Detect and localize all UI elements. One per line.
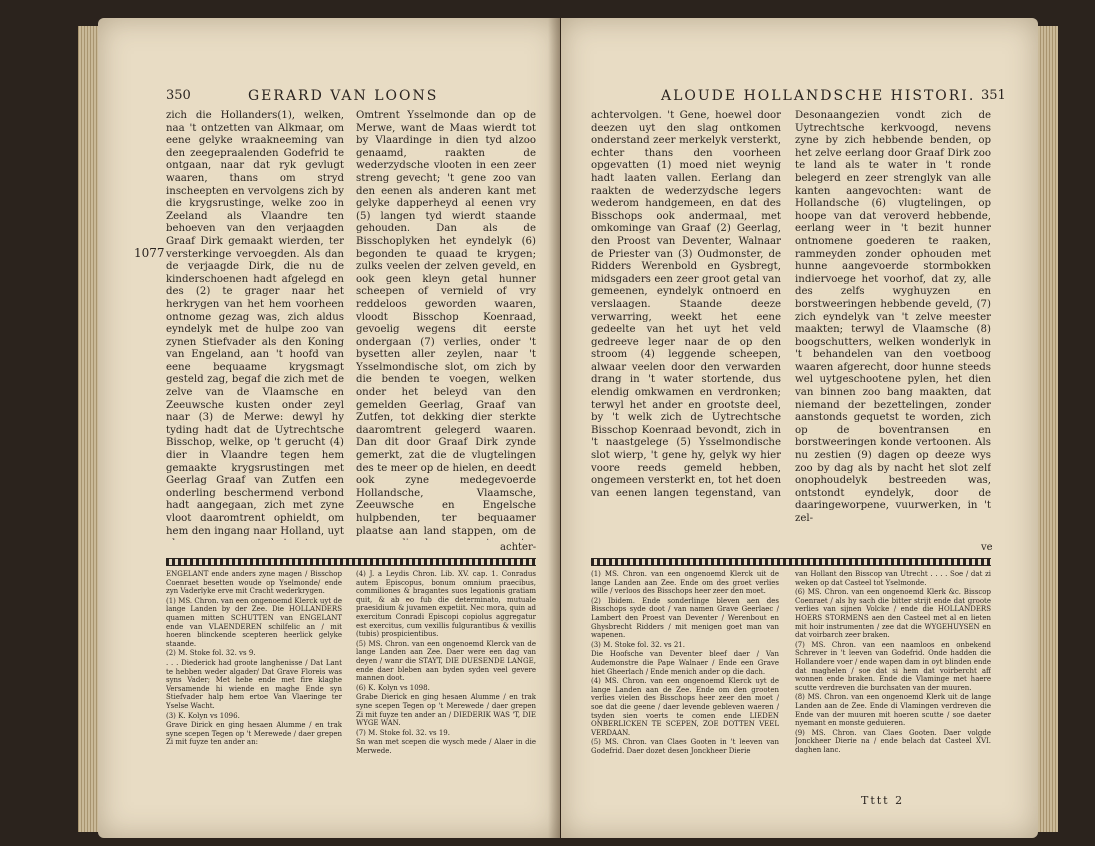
footnote: (8) MS. Chron. van een ongenoemd Klerk uit de lange Landen aan de Zee. Ende di Vlamingen verdreven die Ende van der muuren mit hoeren scutte / soe daeter nyemant en monste geduieren. — [795, 693, 991, 728]
left-footnotes-1 — [166, 570, 342, 820]
footnote: van Hollant den Bisscop van Utrecht . . . . Soe / dat zi weken op dat Casteel tot Yselmonde. — [795, 570, 991, 587]
footnote: (3) K. Kolyn vs 1096. — [166, 711, 240, 720]
left-catchword: achter- — [500, 542, 537, 553]
right-footnotes-1 — [591, 570, 779, 820]
footnote: (1) MS. Chron. van een ongenoemd Klerck uyt de lange Landen by der Zee. Die HOLLANDERS quamen mitten SCHUTTEN van ENGELANT ende van VLAENDEREN schilfelic an / mit hoeren blinckende scepteren heerlick gelyke staande. — [166, 596, 342, 648]
right-column-1 — [591, 110, 781, 500]
left-footnotes-2 — [356, 570, 536, 820]
left-column-2-text: Omtrent Ysselmonde dan op de Merwe, want de Maas wierdt tot by Vlaardinge in dien tyd alzoo genaamd, raakten de wederzydsche vlooten in een zeer streng gevecht; 't gene zoo van den eenen als anderen kant met gelyke dapperheyd al eenen vry (5) langen tyd wierdt staande gehouden. Dan als de Bisschoplyken het eyndelyk (6) begonden te quaad te krygen; zulks veelen der zelven geveld, en ook geen kleyn getal hunner scheepen of vernield of vry reddeloos geworden waaren, vloodt Bisschop Koenraad, gevoelig wegens dit eerste ondergaan (7) verlies, onder 't bysetten aller zeylen, naar 't Ysselmondische slot, om zich by die benden te voegen, welken onder het beleyd van den gemelden Geerlag, Graaf van Zutfen, tot dekking dier sterkte daaromtrent gelegerd waaren. Dan dit door Graaf Dirk zynde gemerkt, zat die de vlugtelingen des te meer op de hielen, en deedt ook zyne medegevoerde Hollandsche, Vlaamsche, Zeeuwsche en Engelsche hulpbenden, ter bequaamer plaatse aan land stappen, om de — [356, 110, 536, 537]
left-column-1-text: zich die Hollanders(1), welken, naa 't ontzetten van Alkmaar, om eene gelyke wraakneeming van den zeegepraalenden Godefrid te ontgaan, naar dat ryk gevlugt waaren, thans om stryd inscheepten en vervolgens zich by die krygsrustinge, welke zoo in Zeeland als Vlaandre ten behoeven van den verjaagden Graaf Dirk gemaakt wierden, ter versterkinge vervoegden. Als dan de verjaagde Dirk, die nu de kinderschoenen hadt afgelegd en des (2) te grager naar het herkrygen van het hem voorheen ontnome gezag was, zich aldus eyndelyk met de hulpe zoo van zynen Stiefvader als den Koning van Engeland, aan 't hoofd van eene bequaame krygsmagt gesteld zag, begaf die zich met de zelve van de Vlaamsche en Zeeuwsche kusten onder zeyl naar (3) de Merwe: dewyl hy tyding hadt dat de Uytrechtsche Bisschop, welke, op 't gerucht (4) dier in Vlaandre tegen hem gemaakte krygsrustingen met Geerlag Graaf van Zutfen een onderling beschermend verbond hadt aangegaan, zich met zyne vloot daaromtrent ophieldt, om hem den ingang naar Holland, uyt — [166, 110, 344, 537]
right-page — [561, 18, 1038, 838]
left-column-1 — [166, 110, 344, 540]
footnote: Sn wan met scepen die wysch mede / Alaer in die Merwede. — [356, 738, 536, 755]
right-page-edges — [1038, 26, 1058, 832]
right-ornament-rule — [591, 558, 991, 566]
right-column-2 — [795, 110, 991, 540]
footnote: Grave Dirick en ging hesaen Alumme / en trak syne scepen Tegen op 't Merewede / daer grepen Zi mit fuyze ten ander an: — [166, 721, 342, 747]
footnote: (2) M. Stoke fol. 32. vs 9. — [166, 649, 256, 658]
footnote: (5) MS. Chron. van een ongenoemd Klerck van de lange Landen aan Zee. Daer were een dag van deyen / wanr die STAYT, DIE DUESENDE LANGE, ende daer bleben aan byden syden veel gevere mannen doot. — [356, 639, 536, 683]
footnote: (9) MS. Chron. van Claes Gooten. Daer volgde Jonckheer Dierie na / ende belach dat Casteel XVI. daghen lanc. — [795, 728, 991, 754]
margin-year: 1077 — [134, 246, 165, 260]
footnote: (6) MS. Chron. van een ongenoemd Klerk &c. Bisscop Coenraet / als hy sach die bitter strijt ende dat groote verlies van sijnen Volcke / ende die HOLLANDERS HOERS STORMENS aen den Casteel met al en lieten mit hoir instrumenten / zee dat die WYGEHUYSEN en dat voirbarch zeer braken. — [795, 588, 991, 640]
open-book — [58, 18, 1058, 838]
footnote: ENGELANT ende anders zyne magen / Bisschop Coenraet besetten woude op Yselmonde/ ende zyn Vaderlyke erve mit Cracht wederkrygen. — [166, 570, 342, 596]
right-footnotes-2 — [795, 570, 991, 790]
footnote: (1) MS. Chron. van een ongenoemd Klerck uit de lange Landen aan Zee. Ende om des groet verlies wille / verloos des Bisschops heer zeer den moet. — [591, 570, 779, 596]
footnote: (4) MS. Chron. van een ongenoemd Klerck uyt de lange Landen aan de Zee. Ende om den grooten verlies vielen des Bisschops heer zeer den moet / soe dat die geene / daer levende gebleven waeren / tsyden sien voerts te comen ende LIEDEN ONBERLICKEN TE SCEPEN, ZOE DOTTEN VEEL VERDAAN. — [591, 677, 779, 737]
footnote: Die Hoofsche van Deventer bleef daer / Van Audemonstre die Pape Walnaer / Ende een Grave hiet Gheerlach / Ende menich ander op die dach. — [591, 650, 779, 676]
footnote: (3) M. Stoke fol. 32. vs 21. — [591, 640, 685, 649]
footnote: (2) Ibidem. Ende sonderlinge bleven aen des Bisschops syde doot / van namen Grave Geerlaec / Lambert den Proest van Deventer / Werenbout en Ghysbrecht Ridders / mit menigen goet man van wapenen. — [591, 596, 779, 640]
footnote: (7) MS. Chron. van een naamloos en onbekend Schrever in 't leeven van Godefrid. Onde hadden die Hollandere voer / ende wapen dam in oyt blinden ende dat maghelen / soe dat si hem dat voirbercht aff wonnen ende braken. Ende die Vlaminge met haere scutte verdreven die burchsaten van der muuren. — [795, 640, 991, 692]
footnote: (6) K. Kolyn vs 1098. — [356, 683, 430, 692]
left-ornament-rule — [166, 558, 536, 566]
right-column-1-text: achtervolgen. 't Gene, hoewel door deezen uyt den slag ontkomen onderstand zeer merkelyk versterkt, echter thans den voorheen opgevatten (1) moed niet weynig hadt laaten vallen. Eerlang dan raakten de wederzydsche legers wederom handgemeen, en dat des Bisschops ook andermaal, met omkominge van Graaf (2) Geerlag, den Proost van Deventer, Walnaar de Priester van (3) Oudmonster, de Ridders Werenbold en Gysbregt, midsgaders een zeer groot getal van gemeenen, eyndelyk ontnoerd en verslaagen. Staande deeze verwarring, weekt het eene gedeelte van het uyt het veld gedreeve leger naar de op den stroom (4) leggende scheepen, alwaar veelen door den verwarden drang in 't water stortende, dus elendig omkwamen en verdronken; terwyl het ander en grootste deel, by 't welk zich de Uytrechtsche Bisschop Koenraad bevondt, zich in 't naastgelege (5) Ysselmondische slot wierp, 't gene hy, gelyk wy hier voore reeds gemeld hebben, ongemeen versterkt en, tot het doen van eenen langen tegenstand, van — [591, 110, 781, 499]
footnote: (4) J. a Leydis Chron. Lib. XV. cap. 1. Conradus autem Episcopus, bonum omnium praecibus, commiliones & bragantes suos legationis gratiam quit, & ab eo fub die determinato, mutuale praesidium & juvamen expetiit. Nec mora, quin ad exercitum Conradi Episcopi copiolus aggregatur est exercitus, cum vexillis fulgurantibus & vexillis (tubis) prospicientibus. — [356, 570, 536, 639]
right-column-2-text: Desonaangezien vondt zich de Uytrechtsche kerkvoogd, nevens zyne by zich hebbende benden, op het zelve eerlang door Graaf Dirk zoo te land als te water in 't ronde belegerd en zeer strenglyk van alle kanten aangevochten: want de Hollandsche (6) vlugtelingen, op hoope van dat veroverd hebbende, eerlang weer in 't bezit hunner ontnomene goederen te raaken, rammeyden zonder ophouden met hunne aangevoerde stormbokken indiervoege het voorhof, dat zy, alle des zelfs wyghuyzen en borstweeringen hebbende geveld, (7) zich eyndelyk van 't zelve meester maakten; terwyl de Vlaamsche (8) boogschutters, welken wonderlyk in 't behandelen van den voetboog waaren afgerecht, door hunne steeds wel uytgeschootene pylen, het dien van binnen zoo bang maakten, dat niemand der bezettelingen, zonder aanstonds gequetst te worden, zich op de boventransen en borstweeringen konde vertoonen. Als nu zestien (9) dagen op deeze wys zoo by dag als by nacht het slot zelf onophoudelyk bestreeden was, ontstondt eyndelyk, door de daaringeworpene, vuurwerken, in 't zel- — [795, 110, 991, 524]
right-page-number: 351 — [981, 88, 1006, 103]
footnote: (5) MS. Chron. van Claes Gooten in 't leeven van Godefrid. Daer dozet desen Jonckheer Dierie — [591, 738, 779, 755]
right-catchword: ve — [981, 542, 993, 553]
signature-mark: Tttt 2 — [861, 794, 905, 807]
footnote: (7) M. Stoke fol. 32. vs 19. — [356, 728, 450, 737]
footnote: . . . Diederick had groote langhenisse / Dat Lant te hebben weder algader/ Dat Grave Floreis was syns Vader; Met hebe ende met fire klaghe Versamende hi wiende en maghe Ende syn Stiefvader halp hem ertoe Van Vlaeringe ter Yselse Wacht. — [166, 658, 342, 710]
left-column-2 — [356, 110, 536, 540]
left-running-head: GERARD VAN LOONS — [248, 88, 439, 104]
left-page — [98, 18, 560, 838]
right-running-head: ALOUDE HOLLANDSCHE HISTORI. — [661, 88, 976, 104]
left-page-number: 350 — [166, 88, 191, 103]
left-page-edges — [78, 26, 98, 832]
footnote: Grabe Dierick en ging hesaen Alumme / en trak syne scepen Tegen op 't Merewede / daer grepen Zi mit fuyze ten ander an / DIEDERIK WAS 'T, DIE WYGE WAN. — [356, 693, 536, 728]
